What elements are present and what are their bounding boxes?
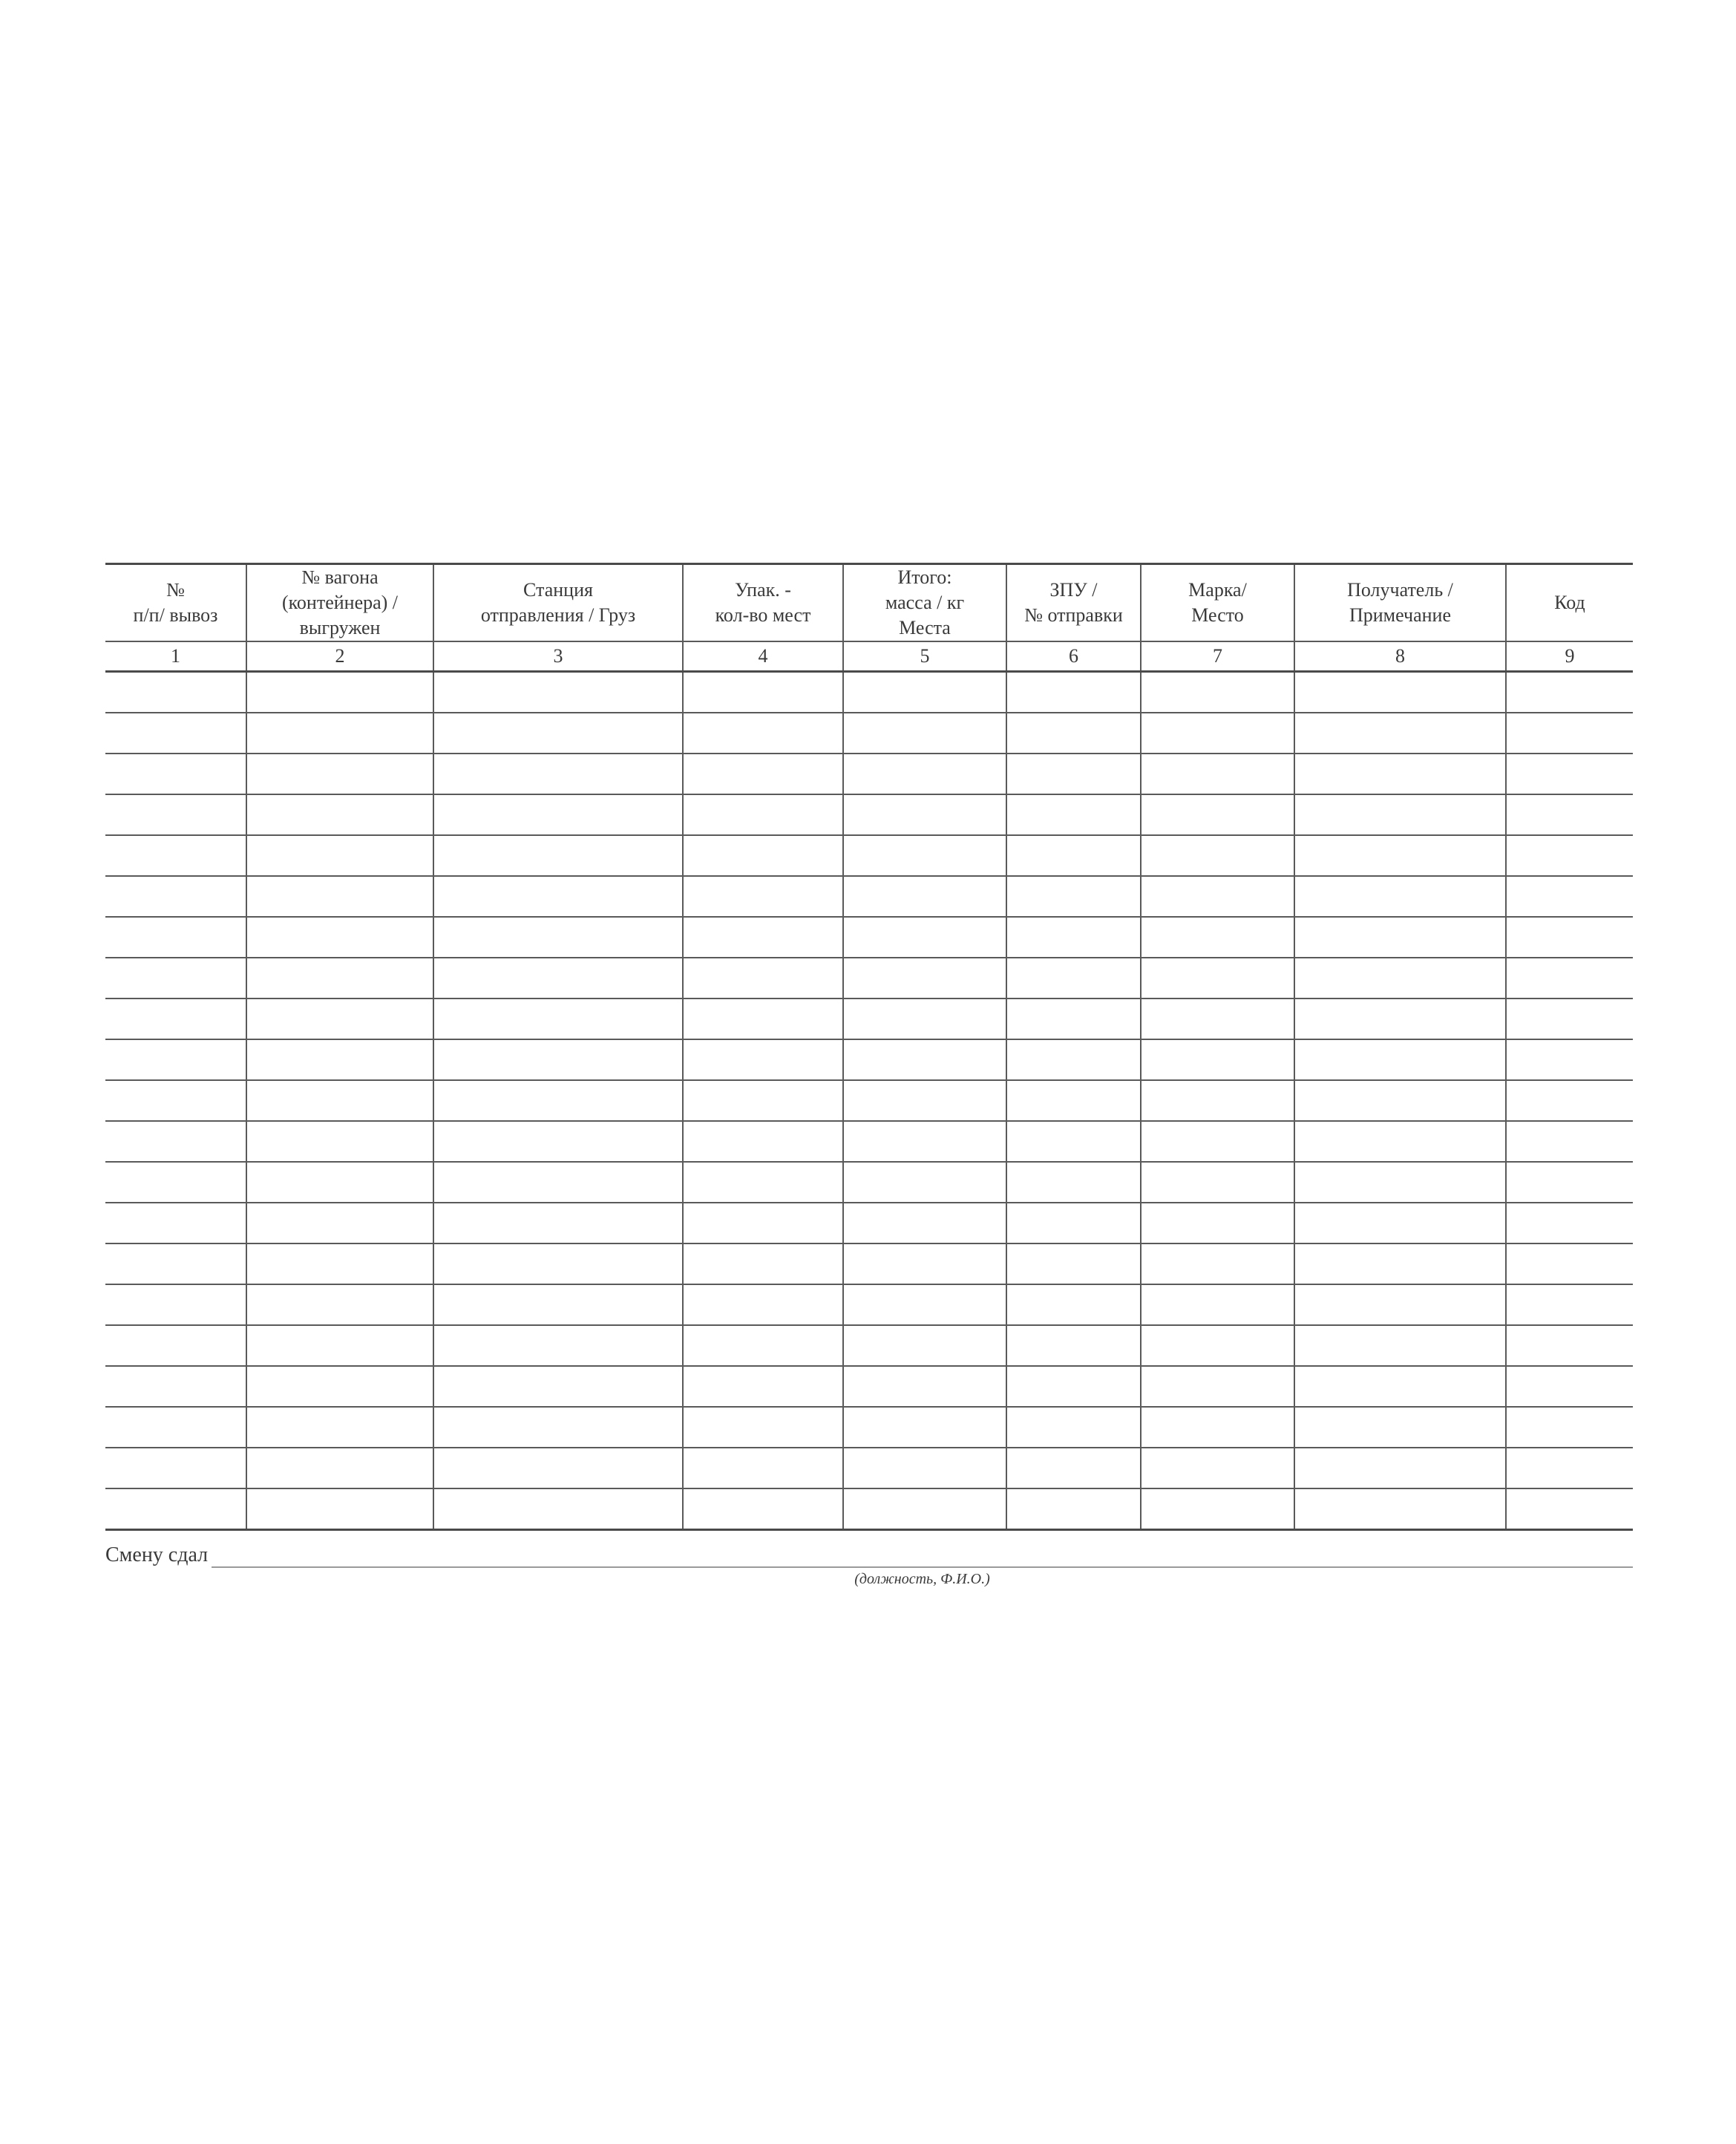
table-cell[interactable] [1294,999,1506,1039]
signature-caption: (должность, Ф.И.О.) [854,1571,990,1587]
table-cell[interactable] [1294,1448,1506,1488]
table-row [105,1121,1633,1162]
table-cell[interactable] [246,876,433,917]
table-cell[interactable] [1006,1080,1141,1121]
table-cell[interactable] [105,917,246,958]
table-cell[interactable] [433,1284,683,1325]
signature-line[interactable] [212,1566,1633,1568]
header-cell-packaging: Упак. - кол-во мест [683,564,843,642]
table-cell[interactable] [1006,1162,1141,1203]
table-cell[interactable] [246,1121,433,1162]
header-cell-station: Станция отправления / Груз [433,564,683,642]
table-cell[interactable] [1506,835,1633,876]
table-cell[interactable] [105,1203,246,1243]
table-cell[interactable] [246,1407,433,1448]
table-cell[interactable] [246,713,433,754]
table-cell[interactable] [105,1448,246,1488]
table-cell[interactable] [683,794,843,835]
table-cell[interactable] [1294,1325,1506,1366]
table-cell[interactable] [105,1121,246,1162]
table-cell[interactable] [246,958,433,999]
table-cell[interactable] [683,917,843,958]
table-cell[interactable] [1294,1488,1506,1530]
table-cell[interactable] [433,713,683,754]
table-cell[interactable] [1006,1243,1141,1284]
table-cell[interactable] [105,958,246,999]
column-number: 5 [843,641,1006,672]
table-cell[interactable] [1294,958,1506,999]
table-cell[interactable] [1141,999,1294,1039]
column-number: 3 [433,641,683,672]
table-cell[interactable] [105,1325,246,1366]
table-row [105,794,1633,835]
table-cell[interactable] [433,835,683,876]
table-cell[interactable] [1506,1366,1633,1407]
table-cell[interactable] [105,999,246,1039]
table-cell[interactable] [433,1121,683,1162]
table-cell[interactable] [1141,1121,1294,1162]
table-cell[interactable] [246,1284,433,1325]
table-cell[interactable] [246,672,433,713]
table-cell[interactable] [1006,1366,1141,1407]
table-cell[interactable] [1294,835,1506,876]
table-cell[interactable] [246,835,433,876]
table-row [105,1366,1633,1407]
table-cell[interactable] [246,999,433,1039]
table-cell[interactable] [105,1039,246,1080]
header-cell-total: Итого: масса / кг Места [843,564,1006,642]
table-cell[interactable] [1006,999,1141,1039]
shift-handover-table [105,563,1633,1531]
table-row [105,1407,1633,1448]
table-cell[interactable] [433,1203,683,1243]
table-cell[interactable] [433,1325,683,1366]
table-body [105,672,1633,1530]
table-cell[interactable] [843,835,1006,876]
table-row [105,1080,1633,1121]
table-cell[interactable] [433,672,683,713]
table-cell[interactable] [843,1284,1006,1325]
table-cell[interactable] [1141,1162,1294,1203]
table-cell[interactable] [1506,958,1633,999]
table-cell[interactable] [1006,917,1141,958]
table-cell[interactable] [246,1448,433,1488]
table-cell[interactable] [683,1325,843,1366]
table-cell[interactable] [1006,713,1141,754]
table-cell[interactable] [843,672,1006,713]
table-cell[interactable] [433,958,683,999]
table-cell[interactable] [1006,1284,1141,1325]
table-row [105,917,1633,958]
table-row [105,999,1633,1039]
table-cell[interactable] [1294,1366,1506,1407]
table-cell[interactable] [1141,754,1294,794]
table-cell[interactable] [1141,1203,1294,1243]
table-cell[interactable] [105,713,246,754]
table-cell[interactable] [843,1203,1006,1243]
table-cell[interactable] [105,1488,246,1530]
table-cell[interactable] [1294,1243,1506,1284]
table-cell[interactable] [1141,1039,1294,1080]
table-cell[interactable] [843,713,1006,754]
table-cell[interactable] [246,1325,433,1366]
table-cell[interactable] [843,1407,1006,1448]
table-cell[interactable] [1141,1448,1294,1488]
header-cell-mark: Марка/ Место [1141,564,1294,642]
table-cell[interactable] [683,1121,843,1162]
table-row [105,1325,1633,1366]
table-cell[interactable] [1294,1284,1506,1325]
table-cell[interactable] [683,1407,843,1448]
table-cell[interactable] [1141,672,1294,713]
table-cell[interactable] [843,1039,1006,1080]
table-cell[interactable] [683,1243,843,1284]
table-cell[interactable] [1006,958,1141,999]
table-cell[interactable] [683,1448,843,1488]
table-row [105,1448,1633,1488]
table-cell[interactable] [1506,672,1633,713]
table-cell[interactable] [246,917,433,958]
table-cell[interactable] [105,835,246,876]
table-cell[interactable] [1506,1488,1633,1530]
table-cell[interactable] [843,1162,1006,1203]
table-cell[interactable] [246,1039,433,1080]
table-cell[interactable] [246,1366,433,1407]
table-cell[interactable] [1141,1366,1294,1407]
table-cell[interactable] [433,1366,683,1407]
table-cell[interactable] [1006,1039,1141,1080]
table-cell[interactable] [1506,713,1633,754]
table-cell[interactable] [683,1366,843,1407]
table-cell[interactable] [843,1325,1006,1366]
table-cell[interactable] [843,999,1006,1039]
table-cell[interactable] [105,1366,246,1407]
table-cell[interactable] [1294,1407,1506,1448]
table-cell[interactable] [1006,672,1141,713]
table-cell[interactable] [1506,1407,1633,1448]
table-cell[interactable] [1006,1325,1141,1366]
table-cell[interactable] [433,1488,683,1530]
table-cell[interactable] [1506,1325,1633,1366]
table-cell[interactable] [433,1162,683,1203]
table-row [105,672,1633,713]
table-cell[interactable] [1141,917,1294,958]
table-cell[interactable] [1006,835,1141,876]
table-cell[interactable] [1506,1243,1633,1284]
table-row [105,835,1633,876]
table-cell[interactable] [843,958,1006,999]
column-number: 6 [1006,641,1141,672]
table-cell[interactable] [1141,835,1294,876]
table-cell[interactable] [105,876,246,917]
table-cell[interactable] [1506,1039,1633,1080]
table-row [105,1039,1633,1080]
column-number: 1 [105,641,246,672]
table-cell[interactable] [1141,1488,1294,1530]
table-cell[interactable] [433,1243,683,1284]
table-cell[interactable] [843,1366,1006,1407]
table-row [105,958,1633,999]
table-cell[interactable] [105,1407,246,1448]
table-cell[interactable] [683,1080,843,1121]
table-cell[interactable] [1506,917,1633,958]
table-cell[interactable] [433,754,683,794]
table-cell[interactable] [1141,1407,1294,1448]
table-cell[interactable] [1294,794,1506,835]
table-cell[interactable] [1294,1121,1506,1162]
table-cell[interactable] [683,713,843,754]
signature-block [105,1543,1633,1602]
table-cell[interactable] [1294,1080,1506,1121]
table-row [105,1162,1633,1203]
table-cell[interactable] [1294,917,1506,958]
table-row [105,1203,1633,1243]
table-cell[interactable] [246,794,433,835]
table-cell[interactable] [105,1162,246,1203]
table-cell[interactable] [433,1039,683,1080]
table-cell[interactable] [1006,794,1141,835]
table-cell[interactable] [1006,1203,1141,1243]
table-cell[interactable] [843,1243,1006,1284]
table-cell[interactable] [433,917,683,958]
table-cell[interactable] [105,1243,246,1284]
table-row [105,1243,1633,1284]
column-number: 9 [1506,641,1633,672]
table-cell[interactable] [843,754,1006,794]
table-cell[interactable] [1141,958,1294,999]
table-cell[interactable] [843,1488,1006,1530]
table-cell[interactable] [683,1039,843,1080]
column-number-row [105,641,1633,672]
table-cell[interactable] [1141,794,1294,835]
table-cell[interactable] [1506,999,1633,1039]
header-cell-number: № п/п/ вывоз [105,564,246,642]
table-cell[interactable] [1294,1162,1506,1203]
table-cell[interactable] [433,1407,683,1448]
table-cell[interactable] [1506,1121,1633,1162]
table-cell[interactable] [1506,1203,1633,1243]
table-cell[interactable] [1006,1448,1141,1488]
table-cell[interactable] [1506,876,1633,917]
table-cell[interactable] [246,1162,433,1203]
table-cell[interactable] [1141,713,1294,754]
table-cell[interactable] [433,999,683,1039]
header-cell-wagon: № вагона (контейнера) / выгружен [246,564,433,642]
table-cell[interactable] [1506,1162,1633,1203]
table-cell[interactable] [1006,1121,1141,1162]
table-cell[interactable] [1294,754,1506,794]
table-cell[interactable] [683,958,843,999]
table-row [105,876,1633,917]
table-cell[interactable] [1506,1284,1633,1325]
table-cell[interactable] [683,1162,843,1203]
table-cell[interactable] [1006,754,1141,794]
table-cell[interactable] [246,1243,433,1284]
table-cell[interactable] [1141,1325,1294,1366]
table-cell[interactable] [246,754,433,794]
table-cell[interactable] [1141,1284,1294,1325]
table-cell[interactable] [1506,754,1633,794]
column-number: 7 [1141,641,1294,672]
table-cell[interactable] [105,1284,246,1325]
table-cell[interactable] [433,1448,683,1488]
table-row [105,1284,1633,1325]
table-cell[interactable] [433,794,683,835]
header-cell-recipient: Получатель / Примечание [1294,564,1506,642]
table-cell[interactable] [1006,876,1141,917]
table-cell[interactable] [1294,713,1506,754]
table-cell[interactable] [1006,1407,1141,1448]
table-cell[interactable] [683,835,843,876]
table-cell[interactable] [683,999,843,1039]
table-cell[interactable] [433,876,683,917]
header-cell-code: Код [1506,564,1633,642]
table-cell[interactable] [683,754,843,794]
table-cell[interactable] [1141,1080,1294,1121]
column-number: 4 [683,641,843,672]
table-cell[interactable] [105,672,246,713]
table-cell[interactable] [1006,1488,1141,1530]
table-cell[interactable] [246,1488,433,1530]
table-header-row [105,564,1633,642]
signature-label: Смену сдал [105,1543,209,1566]
table-row [105,754,1633,794]
table-cell[interactable] [105,754,246,794]
table-cell[interactable] [843,1448,1006,1488]
table-cell[interactable] [843,917,1006,958]
table-cell[interactable] [105,794,246,835]
table-cell[interactable] [1294,672,1506,713]
table-cell[interactable] [683,876,843,917]
table-cell[interactable] [1506,1080,1633,1121]
table-cell[interactable] [683,1203,843,1243]
table-cell[interactable] [683,1284,843,1325]
header-cell-seal: ЗПУ / № отправки [1006,564,1141,642]
table-cell[interactable] [1506,794,1633,835]
table-cell[interactable] [843,876,1006,917]
table-cell[interactable] [433,1080,683,1121]
table-cell[interactable] [683,672,843,713]
table-cell[interactable] [1294,1203,1506,1243]
table-cell[interactable] [105,1080,246,1121]
table-cell[interactable] [246,1080,433,1121]
column-number: 8 [1294,641,1506,672]
table-cell[interactable] [1141,1243,1294,1284]
table-cell[interactable] [843,1080,1006,1121]
table-cell[interactable] [843,1121,1006,1162]
table-cell[interactable] [1141,876,1294,917]
table-row [105,1488,1633,1530]
table-cell[interactable] [1294,1039,1506,1080]
column-number: 2 [246,641,433,672]
table-cell[interactable] [1294,876,1506,917]
table-cell[interactable] [843,794,1006,835]
table-cell[interactable] [683,1488,843,1530]
table-cell[interactable] [246,1203,433,1243]
table-cell[interactable] [1506,1448,1633,1488]
table-row [105,713,1633,754]
